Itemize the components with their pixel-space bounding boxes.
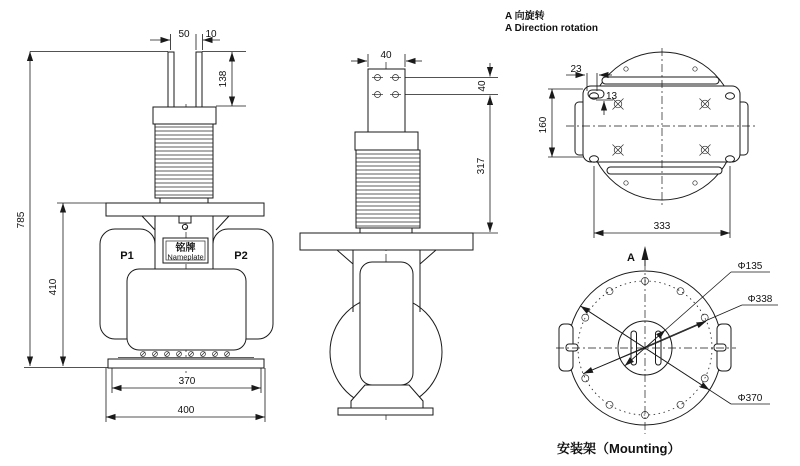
dim-23-label: 23 [570, 64, 582, 75]
dim-138-label: 138 [218, 70, 229, 88]
mounting-left-notch [566, 344, 578, 351]
dim-50-label: 50 [178, 29, 190, 40]
mounting-view [556, 246, 778, 456]
side-flange [300, 233, 473, 250]
rotation-title-en: A Direction rotation [505, 23, 598, 34]
side-foot [351, 385, 423, 408]
front-base-plate [108, 359, 264, 368]
view-a-arrowhead [642, 246, 649, 260]
dim-10-label: 10 [205, 29, 217, 40]
nameplate-cn-label: 铭牌 [175, 243, 196, 254]
p2-label: P2 [234, 250, 248, 262]
dia-370-label: Φ370 [737, 393, 763, 404]
dim-317-label: 317 [476, 157, 487, 175]
dia-338-label: Φ338 [747, 294, 773, 305]
side-top-cap [355, 132, 418, 150]
dim-160-label: 160 [538, 116, 549, 134]
dim-40-top-label: 40 [380, 50, 392, 61]
view-a-label: A [627, 252, 635, 264]
front-view [16, 29, 273, 422]
dim-333-label: 333 [653, 221, 671, 232]
rotation-view [505, 9, 757, 238]
front-stub [179, 216, 191, 223]
front-stub-hole [182, 224, 187, 229]
front-top-cap [153, 107, 216, 124]
nameplate [163, 238, 208, 263]
side-bellows-neck [360, 228, 412, 233]
side-base-plate [338, 408, 433, 415]
dim-370-label: 370 [178, 376, 196, 387]
terminal-blade [368, 69, 405, 132]
front-bellows [155, 124, 213, 198]
front-terminal-rods [168, 52, 202, 107]
side-window [360, 262, 413, 385]
mounting-caption: 安装架（Mounting） [557, 441, 681, 456]
dia-135-label: Φ135 [737, 261, 763, 272]
tank-body [127, 269, 246, 350]
side-view [300, 50, 498, 420]
dim-400-label: 400 [177, 405, 195, 416]
mounting-right-notch [714, 344, 726, 351]
front-bellows-neck [160, 198, 208, 203]
side-bellows [356, 150, 420, 228]
dim-13-label: 13 [606, 91, 618, 102]
dim-785-label: 785 [16, 211, 27, 229]
dim-410-label: 410 [48, 278, 59, 296]
dim-40-right-label: 40 [477, 80, 488, 92]
terminal-rod-left [168, 52, 174, 107]
front-flange [106, 203, 264, 216]
rotation-top-groove [602, 77, 719, 84]
nameplate-en-label: Nameplate [167, 252, 204, 262]
p1-label: P1 [120, 250, 134, 262]
rotation-bottom-groove [607, 167, 722, 174]
rotation-title-cn: A 向旋转 [505, 11, 545, 22]
terminal-rod-right [196, 52, 202, 107]
